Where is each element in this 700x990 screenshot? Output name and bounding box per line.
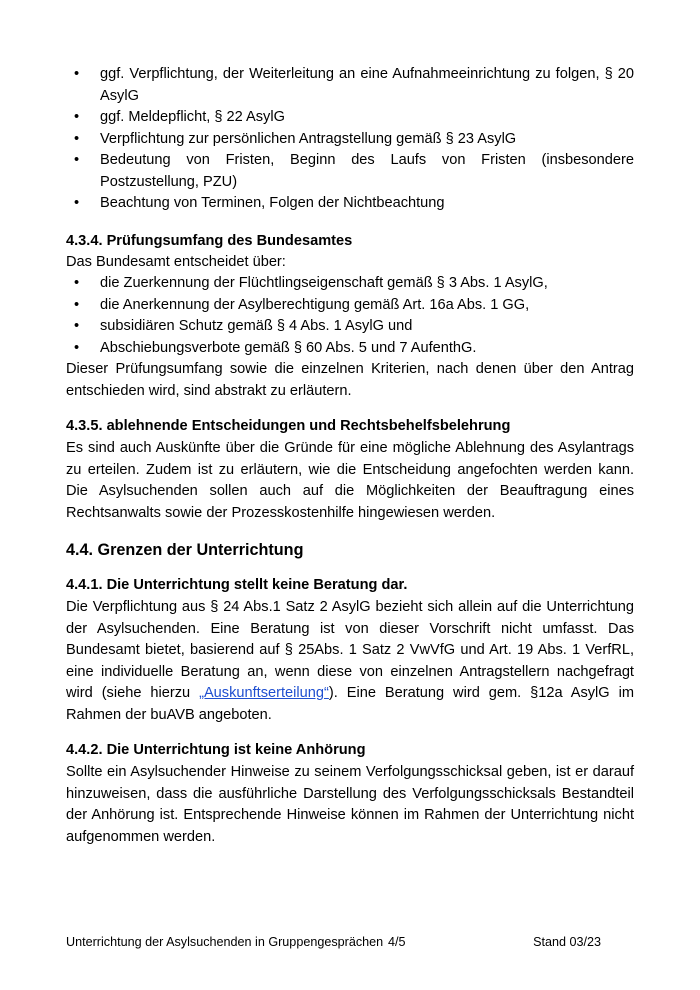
section-text-442: Sollte ein Asylsuchender Hinweise zu seinem Verfolgungsschicksal geben, ist er darauf hinzuweisen, dass die ausführliche Darstellung des Verfolgungsschicksals Bestandteil der Anhörung ist. Entsprechende Hinweise können im Rahmen der Unterrichtung nicht aufgenommen werden. [66,764,634,845]
bullet-icon: • [74,275,80,291]
footer-title: Unterrichtung der Asylsuchenden in Gruppengesprächen [66,935,384,949]
list-item: • ggf. Verpflichtung, der Weiterleitung an eine Aufnahmeeinrichtung zu folgen, § 20 AsylG [74,66,634,104]
bullet-icon: • [74,339,80,356]
section-outro-434: Dieser Prüfungsumfang sowie die einzelnen Kriterien, nach denen über den Antrag entschieden wird, sind abstrakt zu erläutern. [66,361,634,399]
section-heading-441: 4.4.1. Die Unterrichtung stellt keine Beratung dar. [66,577,408,593]
bullet-icon: • [74,318,80,334]
section-heading-434: 4.3.4. Prüfungsumfang des Bundesamtes [66,232,353,249]
section-heading-435: 4.3.5. ablehnende Entscheidungen und Rechtsbehelfsbelehrung [66,418,511,434]
list-item: • subsidiären Schutz gemäß § 4 Abs. 1 AsylG und [66,316,634,338]
section-text-441: Die Verpflichtung aus § 24 Abs.1 Satz 2 AsylG bezieht sich allein auf die Unterrichtung der Asylsuchenden. Eine Beratung ist von dieser Vorschrift nicht umfasst. Das Bundesamt bietet, basierend auf § 25Abs. 1 Satz 2 VwVfG und Art. 19 Abs. 1 VerfRL, eine individuelle Beratung an, wenn diese von einzelnen Antragstellern nachgefragt wird (siehe hierzu „Auskunftserteilung“). Eine Beratung wird gem. §12a AsylG im Rahmen der buAVB angeboten. [66,599,634,723]
bullet-icon: • [74,152,80,168]
section-heading-44: 4.4. Grenzen der Unterrichtung [66,541,304,559]
bullet-icon: • [74,130,80,147]
list-item: • Abschiebungsverbote gemäß § 60 Abs. 5 und 7 AufenthG. [66,338,634,360]
list-item: • Beachtung von Terminen, Folgen der Nichtbeachtung [66,193,634,215]
top-bullet-list [66,64,634,215]
section-text-435: Es sind auch Auskünfte über die Gründe für eine mögliche Ablehnung des Asylantrags zu erteilen. Zudem ist zu erläutern, wie die Entscheidung angefochten werden kann. Die Asylsuchenden sollen auch auf die Möglichkeiten der Beauftragung eines Rechtsanwalts sowie der Prozesskostenhilfe hingewiesen werden. [66,440,634,521]
auskunftserteilung-link[interactable]: „Auskunftserteilung“ [199,685,329,701]
section-intro-434: Das Bundesamt entscheidet über: [66,253,286,270]
list-item: • die Anerkennung der Asylberechtigung gemäß Art. 16a Abs. 1 GG, [66,295,634,317]
bullet-icon: • [74,195,80,211]
list-item: • die Zuerkennung der Flüchtlingseigenschaft gemäß § 3 Abs. 1 AsylG, [66,273,634,295]
bullet-icon: • [74,109,80,125]
section-434-list [66,273,634,359]
list-item: • ggf. Meldepflicht, § 22 AsylG [66,107,634,129]
footer-stand: Stand 03/23 [533,935,601,949]
footer-page-number: 4/5 [388,935,406,949]
list-item: • Verpflichtung zur persönlichen Antragstellung gemäß § 23 AsylG [66,129,634,151]
section-heading-442: 4.4.2. Die Unterrichtung ist keine Anhörung [66,742,366,758]
bullet-icon: • [74,296,80,313]
document-page [66,64,634,848]
list-item: • Bedeutung von Fristen, Beginn des Laufs von Fristen (insbesondere Postzustellung, PZU) [74,152,634,190]
bullet-icon: • [74,66,80,82]
